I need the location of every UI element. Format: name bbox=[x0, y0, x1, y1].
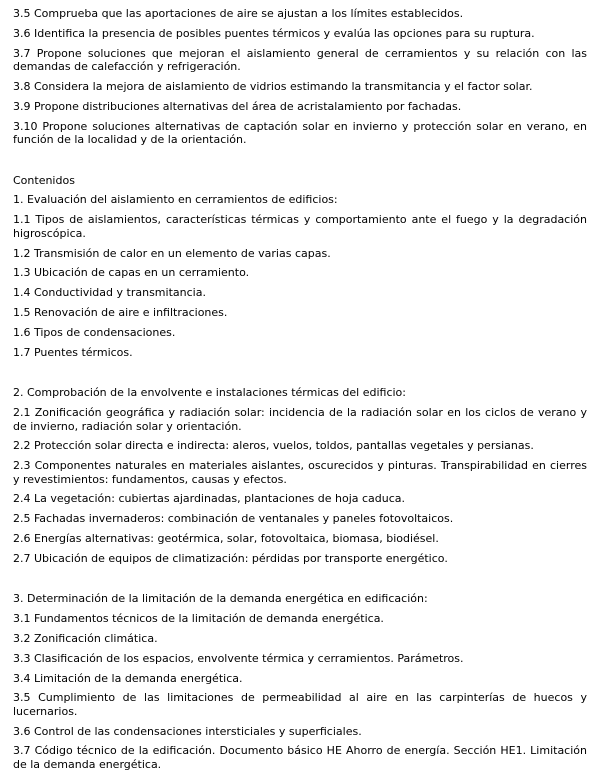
section-2-item: 2.2 Protección solar directa e indirecta: aleros, vuelos, toldos, pantallas vegetales y persianas. bbox=[13, 439, 534, 453]
section-2-item: 2.3 Componentes naturales en materiales aislantes, oscurecidos y pinturas. Transpirabilidad en cierres y revestimientos: fundamentos, causas y efectos. bbox=[13, 459, 587, 486]
section-1-item: 1.3 Ubicación de capas en un cerramiento. bbox=[13, 266, 250, 280]
section-2-item: 2.6 Energías alternativas: geotérmica, solar, fotovoltaica, biomasa, biodiésel. bbox=[13, 532, 439, 545]
section-1-title: 1. Evaluación del aislamiento en cerramientos de edificios: bbox=[13, 193, 338, 207]
section-3-title: 3. Determinación de la limitación de la demanda energética en edificación: bbox=[13, 592, 428, 606]
section-3-item: 3.3 Clasificación de los espacios, envolvente térmica y cerramientos. Parámetros. bbox=[13, 651, 464, 665]
intro-item-3-5: 3.5 Comprueba que las aportaciones de aire se ajustan a los límites establecidos. bbox=[13, 7, 464, 20]
section-3-item: 3.1 Fundamentos técnicos de la limitación de demanda energética. bbox=[13, 612, 384, 626]
intro-item-3-6: 3.6 Identifica la presencia de posibles puentes térmicos y evalúa las opciones para su ruptura. bbox=[13, 26, 535, 40]
section-1-item: 1.2 Transmisión de calor en un elemento de varias capas. bbox=[13, 246, 331, 260]
intro-item-3-10: 3.10 Propone soluciones alternativas de captación solar en invierno y protección solar en verano, en función de la localidad y de la orientación. bbox=[13, 119, 587, 147]
section-1-item: 1.6 Tipos de condensaciones. bbox=[13, 325, 176, 339]
section-1-item: 1.5 Renovación de aire e infiltraciones. bbox=[13, 305, 228, 319]
section-1-item: 1.1 Tipos de aislamientos, características térmicas y comportamiento ante el fuego y la degradación higroscópica. bbox=[13, 213, 587, 240]
section-2-item: 2.5 Fachadas invernaderos: combinación de ventanales y paneles fotovoltaicos. bbox=[13, 512, 454, 526]
section-2-item: 2.7 Ubicación de equipos de climatización: pérdidas por transporte energético. bbox=[13, 551, 448, 565]
section-2-item: 2.1 Zonificación geográfica y radiación solar: incidencia de la radiación solar en los ciclos de verano y de invierno, radiación solar y orientación. bbox=[13, 405, 587, 433]
intro-item-3-8: 3.8 Considera la mejora de aislamiento de vidrios estimando la transmitancia y el factor solar. bbox=[13, 79, 533, 93]
section-3-item: 3.6 Control de las condensaciones intersticiales y superficiales. bbox=[13, 724, 362, 738]
section-1-item: 1.7 Puentes térmicos. bbox=[13, 345, 133, 359]
section-1-item: 1.4 Conductividad y transmitancia. bbox=[13, 286, 206, 300]
contents-heading: Contenidos bbox=[13, 173, 75, 187]
intro-item-3-7: 3.7 Propone soluciones que mejoran el aislamiento general de cerramientos y su relación con las demandas de calefacción y refrigeración. bbox=[13, 46, 587, 74]
section-2-item: 2.4 La vegetación: cubiertas ajardinadas, plantaciones de hoja caduca. bbox=[13, 492, 406, 506]
section-3-item: 3.4 Limitación de la demanda energética. bbox=[13, 671, 243, 685]
section-2-title: 2. Comprobación de la envolvente e instalaciones térmicas del edificio: bbox=[13, 386, 406, 400]
section-3-item: 3.5 Cumplimiento de las limitaciones de permeabilidad al aire en las carpinterías de huecos y lucernarios. bbox=[13, 691, 587, 718]
section-3-item: 3.7 Código técnico de la edificación. Documento básico HE Ahorro de energía. Sección HE1. Limitación de la demanda energética. bbox=[13, 744, 587, 772]
intro-item-3-9: 3.9 Propone distribuciones alternativas del área de acristalamiento por fachadas. bbox=[13, 99, 462, 113]
section-3-item: 3.2 Zonificación climática. bbox=[13, 631, 158, 645]
